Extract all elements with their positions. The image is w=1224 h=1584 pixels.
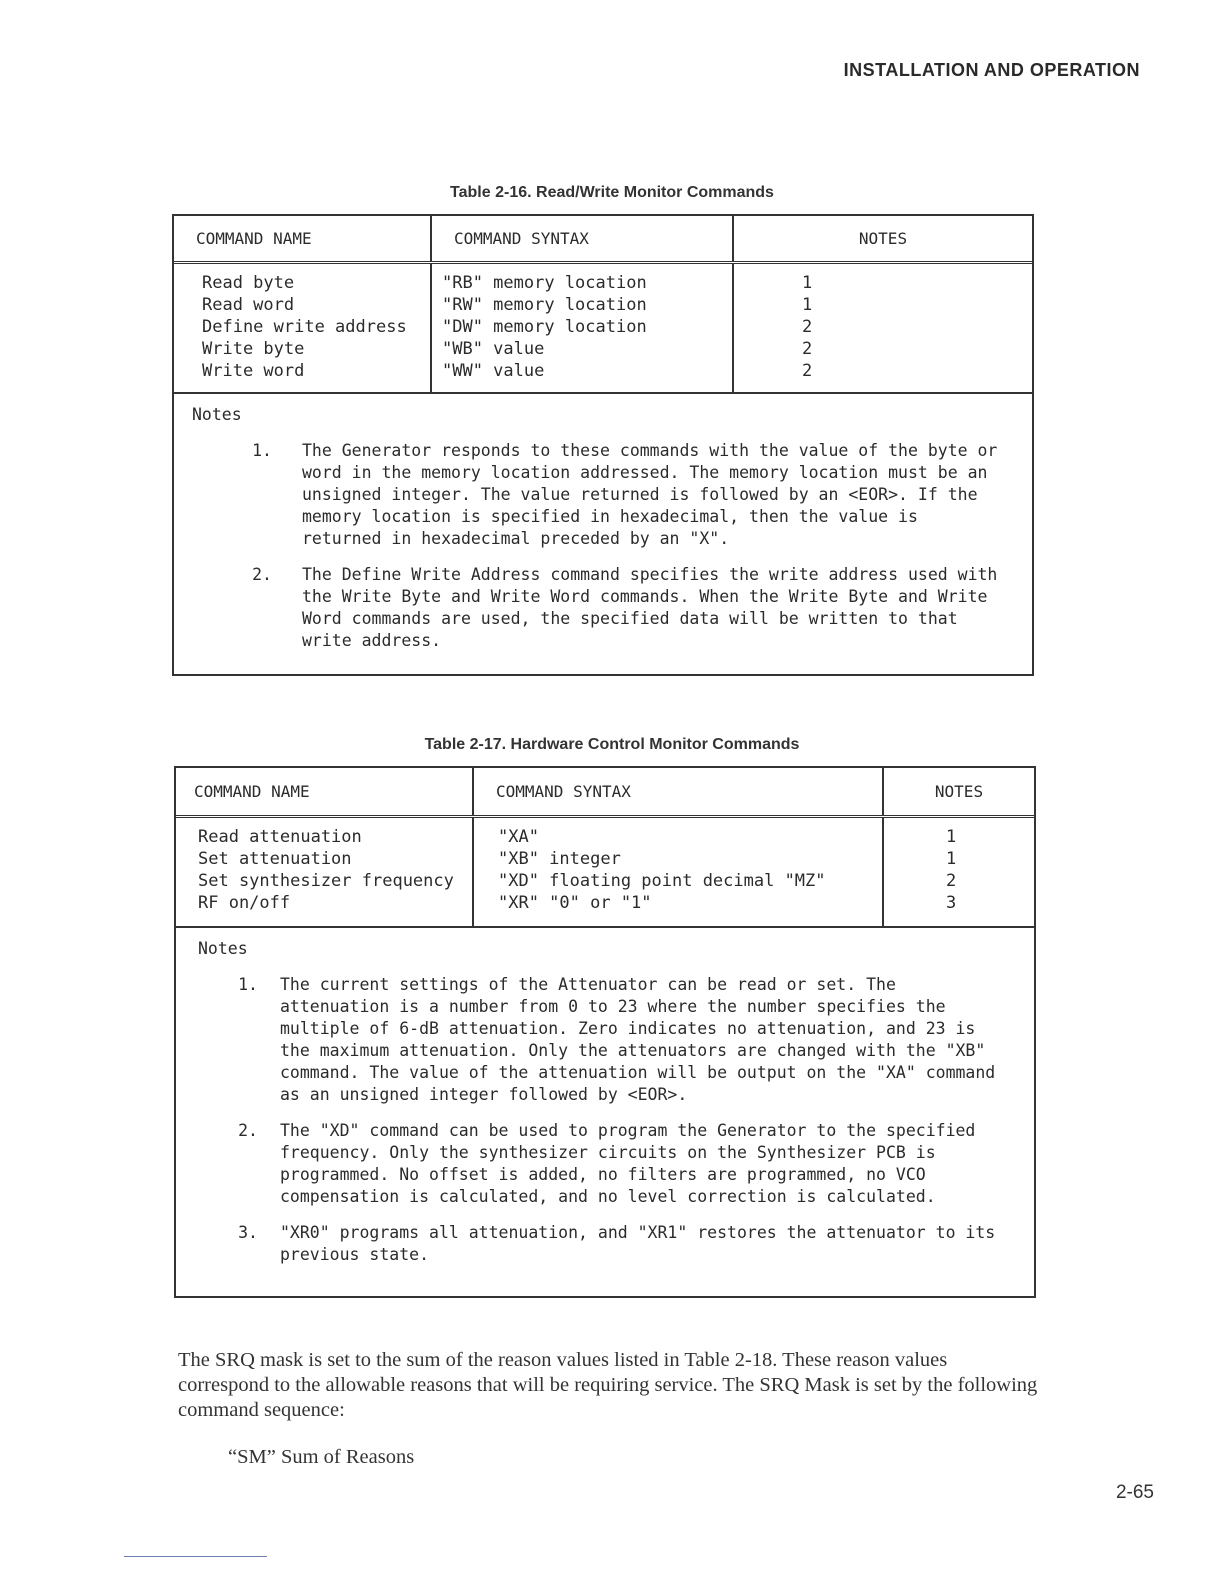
table-17-caption: Table 2-17. Hardware Control Monitor Commands [424, 736, 800, 753]
table-16-note-2 [192, 564, 1002, 652]
table-17-note-2 [194, 1120, 1004, 1208]
running-header: INSTALLATION AND OPERATION [843, 60, 1140, 80]
table-17-col-notes: NOTES [934, 782, 984, 801]
table-16 [172, 214, 1034, 676]
table-16-command-syntax: "RB" memory location "RW" memory location "DW" memory location "WB" value "WW" value [432, 264, 734, 392]
table-17 [174, 766, 1036, 1298]
table-17-note-1 [194, 974, 1004, 1106]
table-16-command-names: Read byte Read word Define write address Write byte Write word [174, 264, 432, 392]
table-16-header-row [174, 216, 1032, 264]
table-16-caption: Table 2-16. Read/Write Monitor Commands [450, 184, 774, 201]
table-17-notes-title: Notes [198, 939, 248, 958]
table-17-header-row [176, 768, 1034, 818]
table-16-col-command-syntax: COMMAND SYNTAX [432, 216, 734, 261]
page-number: 2-65 [1115, 1482, 1154, 1503]
table-16-note-1 [192, 440, 1002, 550]
note-text: The Generator responds to these commands with the value of the byte or word in the memory location addressed. The memory location must be an unsigned integer. The value returned is followed by an <EOR>. If the memory location is specified in hexadecimal, then the value is returned in hexadecimal preceded by an "X". [302, 441, 998, 548]
command-sequence: “SM” Sum of Reasons [228, 1446, 415, 1468]
table-17-col-command-name: COMMAND NAME [176, 768, 474, 815]
table-16-note-refs: 1 1 2 2 2 [802, 273, 813, 381]
note-text: The Define Write Address command specifies the write address used with the Write Byte and Write Word commands. When the Write Byte and Write Word commands are used, the specified data will be written to that write address. [302, 565, 998, 650]
note-number: 1. [238, 975, 258, 994]
table-17-body-row [176, 818, 1034, 926]
table-17-col-command-syntax: COMMAND SYNTAX [474, 768, 884, 815]
table-16-notes [174, 392, 1032, 674]
table-17-command-syntax: "XA" "XB" integer "XD" floating point decimal "MZ" "XR" "0" or "1" [474, 818, 884, 926]
footer-rule [124, 1556, 267, 1557]
table-17-command-names: Read attenuation Set attenuation Set synthesizer frequency RF on/off [176, 818, 474, 926]
table-16-col-notes: NOTES [858, 229, 908, 248]
table-17-note-3 [194, 1222, 1004, 1266]
note-text: The current settings of the Attenuator can be read or set. The attenuation is a number from 0 to 23 where the number specifies the multiple of 6-dB attenuation. Zero indicates no attenuation, and 23 is the maximum attenuation. Only the attenuators are changed with the "XB" command. The value of the attenuation will be output on the "XA" command as an unsigned integer followed by <EOR>. [280, 975, 996, 1104]
table-17-note-refs: 1 1 2 3 [946, 827, 957, 913]
table-16-col-command-name: COMMAND NAME [174, 216, 432, 261]
table-16-body-row [174, 264, 1032, 392]
note-number: 3. [238, 1223, 258, 1242]
note-number: 2. [252, 565, 272, 584]
note-number: 2. [238, 1121, 258, 1140]
note-number: 1. [252, 441, 272, 460]
table-17-notes [176, 926, 1034, 1296]
table-16-notes-title: Notes [192, 405, 242, 424]
note-text: "XR0" programs all attenuation, and "XR1" restores the attenuator to its previous state. [280, 1223, 996, 1264]
note-text: The "XD" command can be used to program the Generator to the specified frequency. Only the synthesizer circuits on the Synthesizer PCB is programmed. No offset is added, no filters are programmed, no VCO compensation is calculated, and no level correction is calculated. [280, 1121, 976, 1206]
body-paragraph: The SRQ mask is set to the sum of the reason values listed in Table 2-18. These reason values correspond to the allowable reasons that will be requiring service. The SRQ Mask is set by the following command sequence: [178, 1349, 1038, 1421]
